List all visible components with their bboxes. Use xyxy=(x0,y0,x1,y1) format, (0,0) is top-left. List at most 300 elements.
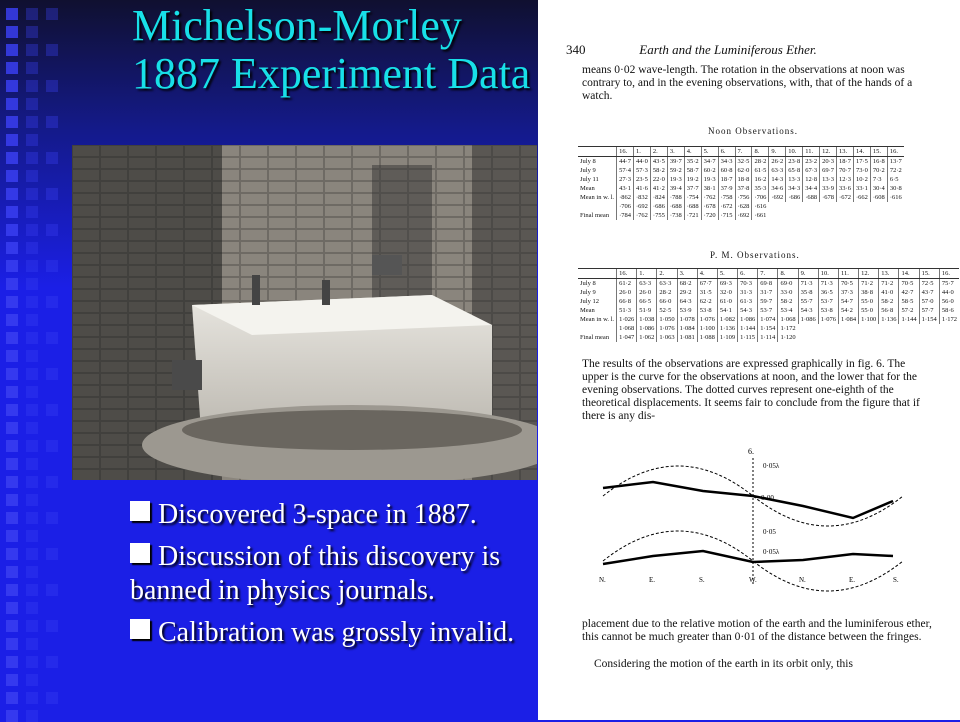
table-cell: ·692 xyxy=(769,193,786,202)
table-cell: 57·3 xyxy=(633,166,650,175)
decorative-square xyxy=(6,188,18,200)
table-cell: 53·4 xyxy=(778,306,798,315)
table-cell: 41·6 xyxy=(633,184,650,193)
table-cell: 16·2 xyxy=(752,175,769,184)
row-label: July 12 xyxy=(580,298,599,305)
table-cell: 41·2 xyxy=(650,184,667,193)
table-row xyxy=(578,324,959,333)
title-line-2: 1887 Experiment Data xyxy=(132,49,531,98)
compass-label: N. xyxy=(799,576,806,584)
decorative-square xyxy=(26,692,38,704)
table-cell: ·754 xyxy=(684,193,701,202)
paper-scan xyxy=(538,0,960,720)
row-label: Mean in w. l. xyxy=(580,194,615,201)
table-cell: 72·2 xyxy=(887,166,903,175)
bullet-item: Calibration was grossly invalid. xyxy=(130,616,540,650)
table-cell: 32·0 xyxy=(717,288,737,297)
table-cell: 53·9 xyxy=(677,306,697,315)
decorative-square xyxy=(26,548,38,560)
row-label: July 9 xyxy=(580,167,596,174)
compass-label: W. xyxy=(749,576,757,584)
column-header: 7. xyxy=(758,269,778,279)
decorative-square xyxy=(46,152,58,164)
column-header: 13. xyxy=(879,269,899,279)
table-cell: 33·0 xyxy=(778,288,798,297)
table-cell: ·678 xyxy=(701,202,718,211)
decorative-square xyxy=(46,440,58,452)
decorative-square xyxy=(6,134,18,146)
table-cell: 62·2 xyxy=(697,297,717,306)
decorative-square xyxy=(26,620,38,632)
table-cell: 63·3 xyxy=(657,279,677,289)
table-cell: 61·2 xyxy=(617,279,637,289)
decorative-square xyxy=(26,296,38,308)
column-header: 14. xyxy=(853,147,870,157)
table-cell: 44·7 xyxy=(617,157,634,167)
decorative-square xyxy=(6,440,18,452)
decorative-square xyxy=(6,386,18,398)
column-header: 16. xyxy=(887,147,903,157)
table-cell: 54·3 xyxy=(738,306,758,315)
table-cell: 1·081 xyxy=(677,333,697,342)
table-cell: 28·2 xyxy=(752,157,769,167)
table-cell: 1·047 xyxy=(617,333,637,342)
column-header: 10. xyxy=(818,269,838,279)
table-cell: ·662 xyxy=(853,193,870,202)
table-cell: 37·9 xyxy=(718,184,735,193)
decorative-square xyxy=(6,530,18,542)
table-cell: 1·100 xyxy=(697,324,717,333)
table-cell: 12·3 xyxy=(837,175,854,184)
table-cell: 23·2 xyxy=(803,157,820,167)
column-header: 5. xyxy=(701,147,718,157)
row-label xyxy=(578,324,617,333)
noon-observations-table xyxy=(578,146,904,220)
column-header: 3. xyxy=(667,147,684,157)
table-cell: 66·0 xyxy=(657,297,677,306)
table-cell: ·762 xyxy=(633,211,650,220)
table-row xyxy=(578,184,904,193)
table-cell: 1·062 xyxy=(637,333,657,342)
decorative-square xyxy=(26,80,38,92)
table-cell: 1·154 xyxy=(919,315,939,324)
column-header: 9. xyxy=(798,269,818,279)
table-cell: 43·7 xyxy=(919,288,939,297)
table-cell: 17·5 xyxy=(853,157,870,167)
decorative-square xyxy=(46,260,58,272)
decorative-square xyxy=(6,422,18,434)
table-cell: 75·7 xyxy=(939,279,959,289)
row-label: Mean xyxy=(580,185,595,192)
table-cell: 34·7 xyxy=(701,157,718,167)
table-cell: ·755 xyxy=(650,211,667,220)
row-label: July 8 xyxy=(580,158,596,165)
decorative-square xyxy=(6,458,18,470)
table-row xyxy=(578,333,959,342)
decorative-square xyxy=(26,512,38,524)
table-cell: 1·038 xyxy=(637,315,657,324)
column-header: 14. xyxy=(899,269,919,279)
slide-title xyxy=(132,2,532,98)
table-row xyxy=(578,175,904,184)
decorative-square xyxy=(26,638,38,650)
decorative-square xyxy=(26,170,38,182)
table-row xyxy=(578,279,959,289)
decorative-square xyxy=(6,566,18,578)
table-cell: 61·3 xyxy=(738,297,758,306)
decorative-square xyxy=(6,296,18,308)
table-cell: 66·5 xyxy=(637,297,657,306)
table-cell: 1·084 xyxy=(838,315,858,324)
table-cell: 58·6 xyxy=(939,306,959,315)
table-cell: 1·172 xyxy=(778,324,798,333)
table-cell: 28·2 xyxy=(657,288,677,297)
table-cell: 29·2 xyxy=(677,288,697,297)
table-cell: 1·082 xyxy=(717,315,737,324)
decorative-square xyxy=(26,224,38,236)
table-cell: 26·0 xyxy=(617,288,637,297)
table-cell: ·678 xyxy=(820,193,837,202)
paper-closing-text: placement due to the relative motion of the earth and the luminiferous ether, this cannot be much greater than 0·01 of the distance between the fringes. xyxy=(582,618,932,643)
table-cell: 10·2 xyxy=(853,175,870,184)
table-cell: 12·8 xyxy=(803,175,820,184)
table-cell: 55·0 xyxy=(859,297,879,306)
decorative-square xyxy=(26,584,38,596)
table-cell: 1·026 xyxy=(617,315,637,324)
decorative-square xyxy=(6,26,18,38)
column-header: 1. xyxy=(633,147,650,157)
table-cell: 13·3 xyxy=(786,175,803,184)
column-header: 15. xyxy=(919,269,939,279)
table-cell: ·762 xyxy=(701,193,718,202)
table-cell: ·706 xyxy=(752,193,769,202)
column-header: 8. xyxy=(778,269,798,279)
table-cell: 34·6 xyxy=(769,184,786,193)
decorative-square xyxy=(26,386,38,398)
decorative-square xyxy=(26,332,38,344)
column-header: 6. xyxy=(738,269,758,279)
paper-closing-text-2: Considering the motion of the earth in its orbit only, this xyxy=(594,658,853,670)
decorative-square xyxy=(26,710,38,722)
decorative-square xyxy=(6,98,18,110)
table-cell: 71·2 xyxy=(879,279,899,289)
table-cell: 60·2 xyxy=(701,166,718,175)
table-cell: 54·3 xyxy=(798,306,818,315)
table-cell: 58·2 xyxy=(879,297,899,306)
decorative-square xyxy=(26,674,38,686)
decorative-square xyxy=(6,8,18,20)
decorative-square xyxy=(26,242,38,254)
decorative-square xyxy=(46,476,58,488)
table-cell: 34·3 xyxy=(786,184,803,193)
decorative-square xyxy=(26,8,38,20)
table-cell: 1·136 xyxy=(879,315,899,324)
decorative-square xyxy=(6,584,18,596)
table-cell: 57·4 xyxy=(617,166,634,175)
bullet-item: Discovered 3-space in 1887. xyxy=(130,498,540,532)
table-cell: 43·5 xyxy=(650,157,667,167)
decorative-square xyxy=(6,350,18,362)
table-cell: 35·3 xyxy=(752,184,769,193)
figure-6-curves xyxy=(593,446,913,596)
paper-header xyxy=(566,42,946,58)
table-cell: ·688 xyxy=(684,202,701,211)
table-row xyxy=(578,306,959,315)
table-cell: 1·088 xyxy=(697,333,717,342)
table-cell: 37·7 xyxy=(684,184,701,193)
table-cell: 1·084 xyxy=(677,324,697,333)
decorative-square xyxy=(6,152,18,164)
table-cell: 14·3 xyxy=(769,175,786,184)
table-cell: 32·5 xyxy=(735,157,752,167)
table-cell: ·608 xyxy=(870,193,887,202)
table-cell: 62·0 xyxy=(735,166,752,175)
decorative-square xyxy=(26,314,38,326)
table-cell: 71·3 xyxy=(818,279,838,289)
table-cell: 16·8 xyxy=(870,157,887,167)
table-cell: ·672 xyxy=(718,202,735,211)
decorative-square xyxy=(6,638,18,650)
table-cell: 64·3 xyxy=(677,297,697,306)
table-cell: 20·3 xyxy=(820,157,837,167)
column-header: 2. xyxy=(650,147,667,157)
compass-label: E. xyxy=(849,576,856,584)
table-cell: 53·7 xyxy=(758,306,778,315)
decorative-square xyxy=(6,476,18,488)
table-cell: ·738 xyxy=(667,211,684,220)
table-cell: 57·7 xyxy=(919,306,939,315)
table-cell: 69·7 xyxy=(820,166,837,175)
row-label xyxy=(578,202,617,211)
table-cell: 54·2 xyxy=(838,306,858,315)
decorative-square xyxy=(46,296,58,308)
decorative-square xyxy=(6,602,18,614)
table-row xyxy=(578,211,904,220)
table-cell: 1·136 xyxy=(717,324,737,333)
table-cell: 59·2 xyxy=(667,166,684,175)
column-header: 5. xyxy=(717,269,737,279)
table-cell: 37·8 xyxy=(735,184,752,193)
table-cell: 52·5 xyxy=(657,306,677,315)
table-cell: ·706 xyxy=(617,202,634,211)
page-running-title: Earth and the Luminiferous Ether. xyxy=(639,42,817,57)
figure-label-low1: 0·05 xyxy=(763,528,776,536)
title-line-1: Michelson-Morley xyxy=(132,1,462,50)
decorative-square xyxy=(26,278,38,290)
table-cell: 59·7 xyxy=(758,297,778,306)
table-cell: 72·5 xyxy=(919,279,939,289)
table-cell: 60·8 xyxy=(718,166,735,175)
column-header: 7. xyxy=(735,147,752,157)
table-cell: 33·9 xyxy=(820,184,837,193)
table-row xyxy=(578,288,959,297)
table-cell: 18·7 xyxy=(837,157,854,167)
table-cell: 68·2 xyxy=(677,279,697,289)
pm-observations-table xyxy=(578,268,959,342)
table-cell: 66·8 xyxy=(617,297,637,306)
decorative-square xyxy=(6,512,18,524)
table-cell: 1·100 xyxy=(859,315,879,324)
table-cell: 22·0 xyxy=(650,175,667,184)
table-cell: ·692 xyxy=(633,202,650,211)
table-cell: 53·8 xyxy=(818,306,838,315)
table-cell: 30·4 xyxy=(870,184,887,193)
column-header: 2. xyxy=(657,269,677,279)
table-cell: 1·086 xyxy=(738,315,758,324)
table-cell: 73·0 xyxy=(853,166,870,175)
column-header: 11. xyxy=(803,147,820,157)
table-cell: 1·068 xyxy=(617,324,637,333)
table-cell: 63·3 xyxy=(637,279,657,289)
table-cell: 27·3 xyxy=(617,175,634,184)
table-cell: 58·2 xyxy=(778,297,798,306)
column-header: 12. xyxy=(859,269,879,279)
table-cell: 35·2 xyxy=(684,157,701,167)
paper-intro-text: means 0·02 wave-length. The rotation in the observations at noon was contrary to, and in the evening observations, with, that of the hands of a watch. xyxy=(582,64,913,102)
table-cell: ·862 xyxy=(617,193,634,202)
decorative-square xyxy=(26,206,38,218)
row-label: Mean xyxy=(580,307,595,314)
decorative-square xyxy=(26,440,38,452)
decorative-square xyxy=(46,404,58,416)
column-header: 6. xyxy=(718,147,735,157)
row-label: Mean in w. l. xyxy=(580,316,615,323)
table-cell: 44·0 xyxy=(633,157,650,167)
table-cell: 34·4 xyxy=(803,184,820,193)
table-row xyxy=(578,315,959,324)
decorative-square xyxy=(6,692,18,704)
noon-heading: Noon Observations. xyxy=(708,126,798,136)
column-header: 4. xyxy=(697,269,717,279)
table-cell: 54·1 xyxy=(717,306,737,315)
column-header: 13. xyxy=(837,147,854,157)
decorative-square xyxy=(46,656,58,668)
table-cell: 70·7 xyxy=(837,166,854,175)
table-cell: ·692 xyxy=(735,211,752,220)
table-cell: 31·5 xyxy=(697,288,717,297)
table-cell: 1·144 xyxy=(899,315,919,324)
decorative-square xyxy=(46,116,58,128)
column-header: 16. xyxy=(617,269,637,279)
decorative-square xyxy=(46,368,58,380)
table-row xyxy=(578,166,904,175)
table-cell: 42·7 xyxy=(899,288,919,297)
decorative-square xyxy=(46,584,58,596)
decorative-square xyxy=(46,512,58,524)
table-cell: 26·2 xyxy=(769,157,786,167)
table-cell: 71·3 xyxy=(798,279,818,289)
decorative-square xyxy=(6,656,18,668)
decorative-square xyxy=(26,530,38,542)
table-cell: 19·3 xyxy=(667,175,684,184)
decorative-square xyxy=(26,404,38,416)
table-cell: 38·8 xyxy=(859,288,879,297)
decorative-square xyxy=(46,620,58,632)
table-row xyxy=(578,193,904,202)
decorative-squares xyxy=(0,0,60,720)
decorative-square xyxy=(26,602,38,614)
column-header: 8. xyxy=(752,147,769,157)
table-cell: ·788 xyxy=(667,193,684,202)
decorative-square xyxy=(26,422,38,434)
table-cell: 1·063 xyxy=(657,333,677,342)
decorative-square xyxy=(26,188,38,200)
row-label: July 9 xyxy=(580,289,596,296)
table-cell: 67·7 xyxy=(697,279,717,289)
row-label: Final mean xyxy=(580,334,610,341)
table-cell: 35·8 xyxy=(798,288,818,297)
table-cell: ·715 xyxy=(718,211,735,220)
table-row xyxy=(578,157,904,167)
decorative-square xyxy=(6,170,18,182)
decorative-square xyxy=(26,26,38,38)
decorative-square xyxy=(46,44,58,56)
column-header: 10. xyxy=(786,147,803,157)
decorative-square xyxy=(26,458,38,470)
decorative-square xyxy=(6,674,18,686)
figure-number: 6. xyxy=(748,447,754,456)
decorative-square xyxy=(26,116,38,128)
table-cell: ·756 xyxy=(735,193,752,202)
table-cell: 38·1 xyxy=(701,184,718,193)
table-cell: 1·120 xyxy=(778,333,798,342)
decorative-square xyxy=(6,44,18,56)
table-cell: 1·172 xyxy=(939,315,959,324)
table-cell: 56·0 xyxy=(939,297,959,306)
table-cell: ·758 xyxy=(718,193,735,202)
decorative-square xyxy=(26,494,38,506)
table-cell: 69·0 xyxy=(778,279,798,289)
apparatus-photo-image xyxy=(72,145,537,480)
bullet-square-icon xyxy=(130,619,150,639)
decorative-square xyxy=(26,368,38,380)
table-cell: 1·115 xyxy=(738,333,758,342)
compass-label: E. xyxy=(649,576,656,584)
figure-label-low2: 0·05λ xyxy=(763,548,780,556)
table-cell: 63·3 xyxy=(769,166,786,175)
table-cell: 1·154 xyxy=(758,324,778,333)
table-cell: 65·8 xyxy=(786,166,803,175)
decorative-square xyxy=(26,260,38,272)
decorative-square xyxy=(46,8,58,20)
table-cell: 19·2 xyxy=(684,175,701,184)
row-label: Final mean xyxy=(580,212,610,219)
table-cell: ·688 xyxy=(803,193,820,202)
table-cell: 1·076 xyxy=(818,315,838,324)
table-cell: 70·5 xyxy=(899,279,919,289)
decorative-square xyxy=(46,188,58,200)
decorative-square xyxy=(6,242,18,254)
table-cell: ·616 xyxy=(752,202,769,211)
table-cell: 13·7 xyxy=(887,157,903,167)
decorative-square xyxy=(6,62,18,74)
table-cell: 43·1 xyxy=(617,184,634,193)
table-cell: 37·3 xyxy=(838,288,858,297)
table-cell: ·616 xyxy=(887,193,903,202)
table-cell: 1·144 xyxy=(738,324,758,333)
table-cell: 1·078 xyxy=(677,315,697,324)
decorative-square xyxy=(26,44,38,56)
table-cell: 23·5 xyxy=(633,175,650,184)
table-cell: 67·3 xyxy=(803,166,820,175)
column-header: 9. xyxy=(769,147,786,157)
decorative-square xyxy=(46,692,58,704)
table-cell: 1·068 xyxy=(778,315,798,324)
apparatus-photo xyxy=(72,145,537,480)
decorative-square xyxy=(26,656,38,668)
table-cell: 23·8 xyxy=(786,157,803,167)
decorative-square xyxy=(6,548,18,560)
